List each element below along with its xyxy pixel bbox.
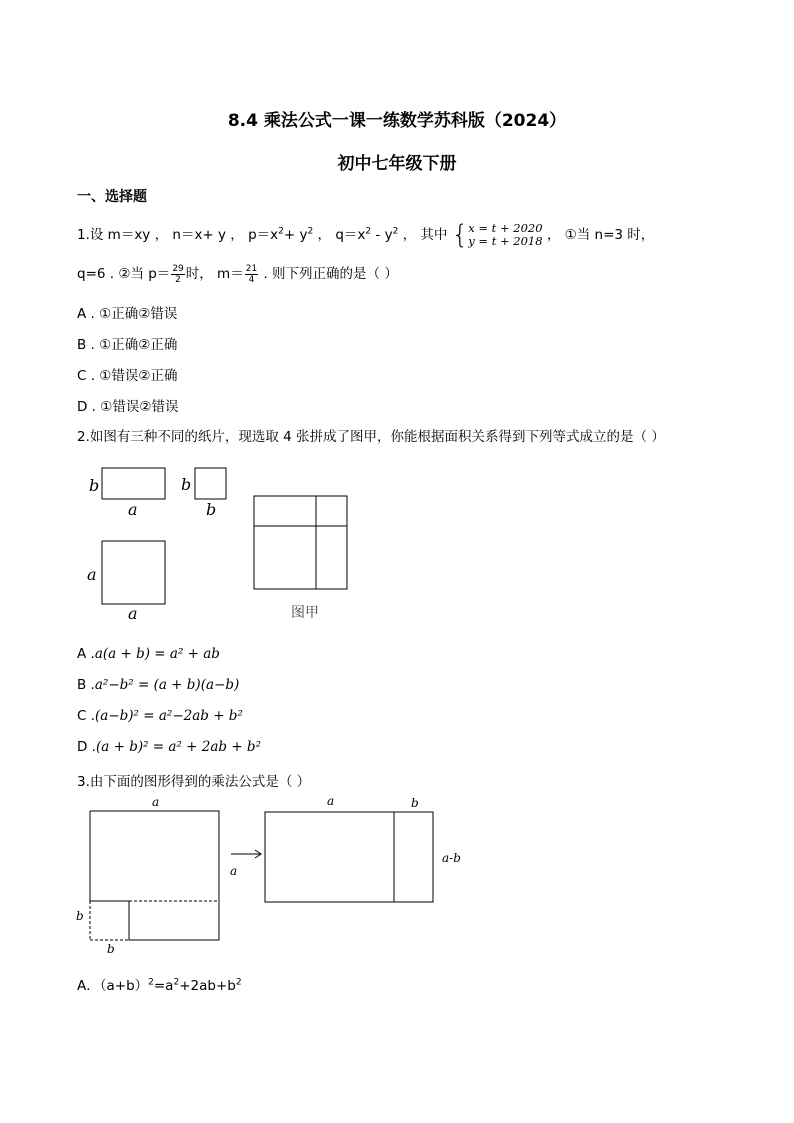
fraction-21-4: [245, 264, 258, 285]
question-2-stem: 2.如图有三种不同的纸片，现选取 4 张拼成了图甲，你能根据面积关系得到下列等式成立的是（ ）: [77, 429, 665, 445]
question-1-line-1: [77, 220, 654, 250]
label-b: b: [107, 942, 115, 956]
page-title: 8.4 乘法公式一课一练数学苏科版（2024）: [227, 111, 567, 131]
superscript: 2: [235, 977, 242, 988]
fraction-numerator: 29: [172, 263, 184, 274]
q2-option-letter: A .: [77, 646, 95, 662]
q2-option-expr: a²−b² = (a + b)(a−b): [94, 677, 240, 693]
q1-option-a[interactable]: A . ①正确②错误: [77, 306, 178, 322]
system-line-2: y = t + 2018: [468, 234, 543, 248]
q1-text-c: ， q＝x: [313, 227, 366, 243]
q2-figure: [80, 460, 370, 630]
q1-line2-a: q=6 . ②当 p＝: [77, 266, 171, 282]
fraction-numerator: 21: [245, 263, 258, 274]
q1-option-c[interactable]: C . ①错误②正确: [77, 368, 178, 384]
q1-sup: 2: [278, 226, 284, 237]
q3-option-a-text: A．（a+b）: [77, 978, 149, 994]
label-b: b: [89, 476, 100, 495]
q2-option-expr: (a + b)² = a² + 2ab + b²: [95, 739, 261, 755]
fraction-29-2: [171, 264, 184, 285]
label-a: a: [327, 794, 335, 808]
figure-jia: [254, 496, 347, 589]
label-a: a: [87, 565, 97, 584]
label-a: a: [230, 864, 238, 878]
q1-sup: 2: [365, 226, 372, 237]
q1-sup: 2: [392, 226, 399, 237]
square-with-cut: [90, 811, 219, 940]
section-heading: 一、选择题: [77, 189, 147, 205]
question-3-stem: 3.由下面的图形得到的乘法公式是（ ）: [77, 774, 311, 790]
q1-text-a: 1.设 m＝xy ， n＝x+ y ， p＝x: [77, 227, 279, 243]
system-line-1: x = t + 2020: [468, 221, 543, 235]
equation-system: [468, 222, 542, 248]
q2-option-letter: C .: [77, 708, 96, 724]
label-b: b: [411, 796, 419, 810]
q1-text-b: + y: [283, 227, 308, 243]
paper-rect-ab: [102, 468, 165, 499]
question-1-line-2: [77, 262, 398, 285]
paper-square-b: [195, 468, 226, 499]
label-b: b: [206, 500, 217, 519]
label-a: a: [152, 795, 160, 809]
q1-option-d[interactable]: D . ①错误②错误: [77, 399, 179, 415]
q1-text-f: ， ①当 n=3 时，: [542, 227, 655, 243]
q1-text-e: ， 其中: [398, 227, 448, 243]
q3-option-a-text: +2ab+b: [179, 978, 236, 994]
q2-option-b[interactable]: [77, 677, 239, 693]
q2-option-letter: B .: [77, 677, 95, 693]
figure-caption: 图甲: [291, 605, 319, 621]
label-b: b: [181, 475, 192, 494]
q3-option-a[interactable]: [77, 974, 242, 994]
superscript: 2: [148, 977, 154, 988]
q2-option-a[interactable]: [77, 646, 220, 662]
q1-line2-b: 时， m＝: [185, 266, 244, 282]
fraction-denominator: 4: [248, 274, 255, 285]
label-a-minus-b: a-b: [442, 851, 461, 865]
label-a: a: [128, 500, 138, 519]
q1-line2-c: . 则下列正确的是（ ）: [259, 266, 398, 282]
q2-option-expr: a(a + b) = a² + ab: [94, 646, 220, 662]
label-b: b: [76, 909, 84, 923]
system-brace: {: [451, 220, 469, 250]
q1-option-b[interactable]: B . ①正确②正确: [77, 337, 178, 353]
fraction-denominator: 2: [175, 274, 181, 285]
q2-option-c[interactable]: [77, 708, 243, 724]
q3-option-a-text: =a: [153, 978, 174, 994]
q2-option-letter: D .: [77, 739, 96, 755]
rearranged-rectangle: [265, 812, 433, 902]
label-a: a: [128, 604, 138, 623]
q1-text-d: - y: [371, 227, 393, 243]
paper-square-a: [102, 541, 165, 604]
q2-option-expr: (a−b)² = a²−2ab + b²: [95, 708, 243, 724]
q2-option-d[interactable]: [77, 739, 261, 755]
superscript: 2: [173, 977, 180, 988]
q1-sup: 2: [307, 226, 314, 237]
q3-figure: [70, 792, 470, 962]
page-subtitle: 初中七年级下册: [337, 154, 457, 174]
